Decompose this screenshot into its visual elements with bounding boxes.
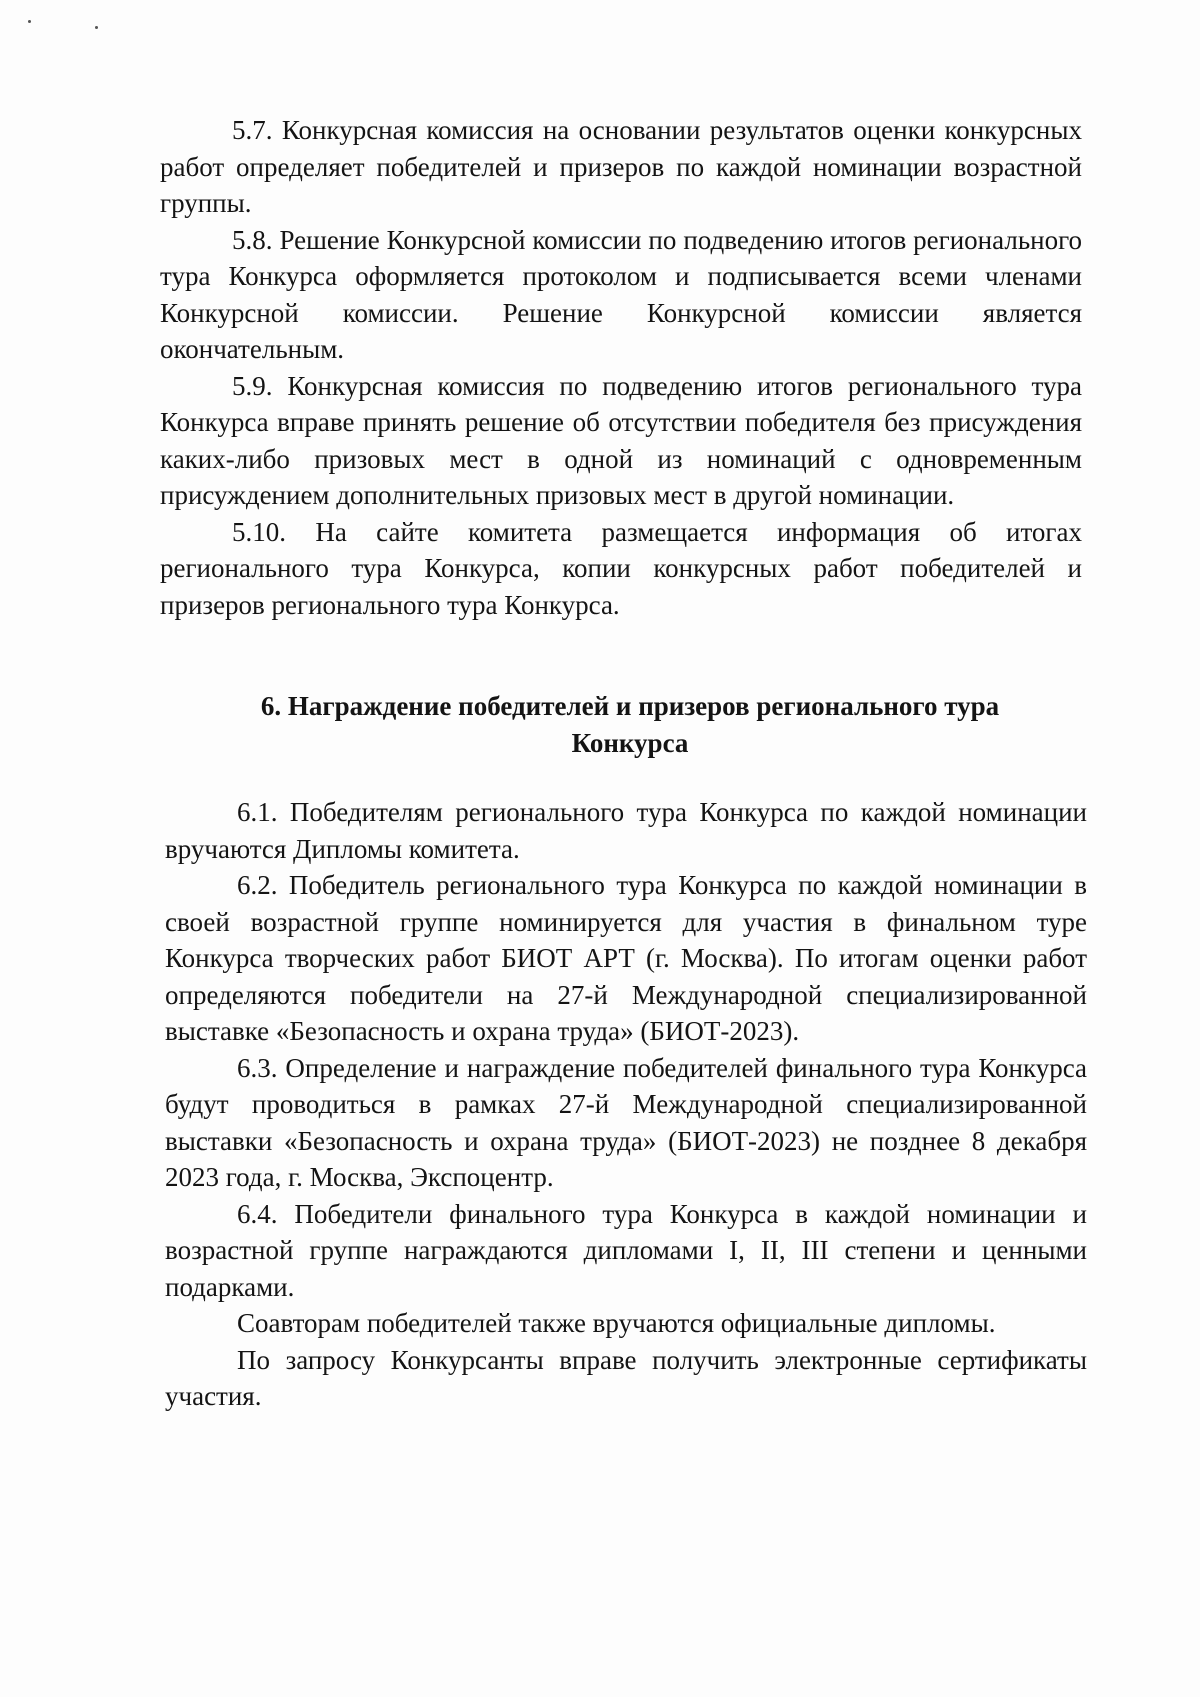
paragraph-6-3: 6.3. Определение и награждение победителей финального тура Конкурса будут проводиться в рамках 27-й Международной специализированной выставки «Безопасность и охрана труда» (БИОТ-2023) не позднее 8 декабря 2023 года, г. Москва, Экспоцентр. <box>165 1052 1087 1192</box>
scan-speck <box>28 20 31 23</box>
paragraph-5-10: 5.10. На сайте комитета размещается информация об итогах регионального тура Конкурса, копии конкурсных работ победителей и призеров регионального тура Конкурса. <box>160 516 1082 620</box>
section-6-heading-line-2: Конкурса <box>571 727 689 758</box>
paragraph-5-7: 5.7. Конкурсная комиссия на основании результатов оценки конкурсных работ определяет победителей и призеров по каждой номинации возрастной группы. <box>160 115 1082 218</box>
scan-speck <box>95 26 98 29</box>
paragraph-coauthors: Соавторам победителей также вручаются официальные дипломы. <box>237 1308 996 1338</box>
paragraph-5-9: 5.9. Конкурсная комиссия по подведению итогов регионального тура Конкурса вправе принять решение об отсутствии победителя без присуждения каких-либо призовых мест в одной из номинаций с одновременным присуждением дополнительных призовых мест в другой номинации. <box>160 370 1082 510</box>
section-6-heading <box>200 688 1060 761</box>
paragraph-6-4: 6.4. Победители финального тура Конкурса в каждой номинации и возрастной группе награждаются дипломами I, II, III степени и ценными подарками. <box>165 1198 1087 1302</box>
paragraph-6-1: 6.1. Победителям регионального тура Конкурса по каждой номинации вручаются Дипломы комитета. <box>165 797 1087 864</box>
section-5-body <box>160 112 1082 623</box>
paragraph-5-8: 5.8. Решение Конкурсной комиссии по подведению итогов регионального тура Конкурса оформляется протоколом и подписывается всеми членами Конкурсной комиссии. Решение Конкурсной комиссии является окончательным. <box>160 224 1082 364</box>
paragraph-6-2: 6.2. Победитель регионального тура Конкурса по каждой номинации в своей возрастной группе номинируется для участия в финальном туре Конкурса творческих работ БИОТ АРТ (г. Москва). По итогам оценки работ определяются победители на 27-й Международной специализированной выставке «Безопасность и охрана труда» (БИОТ-2023). <box>165 870 1087 1046</box>
section-6-body <box>165 794 1087 1415</box>
paragraph-certificates: По запросу Конкурсанты вправе получить электронные сертификаты участия. <box>165 1344 1087 1411</box>
section-6-heading-line-1: 6. Награждение победителей и призеров регионального тура <box>260 691 1000 721</box>
